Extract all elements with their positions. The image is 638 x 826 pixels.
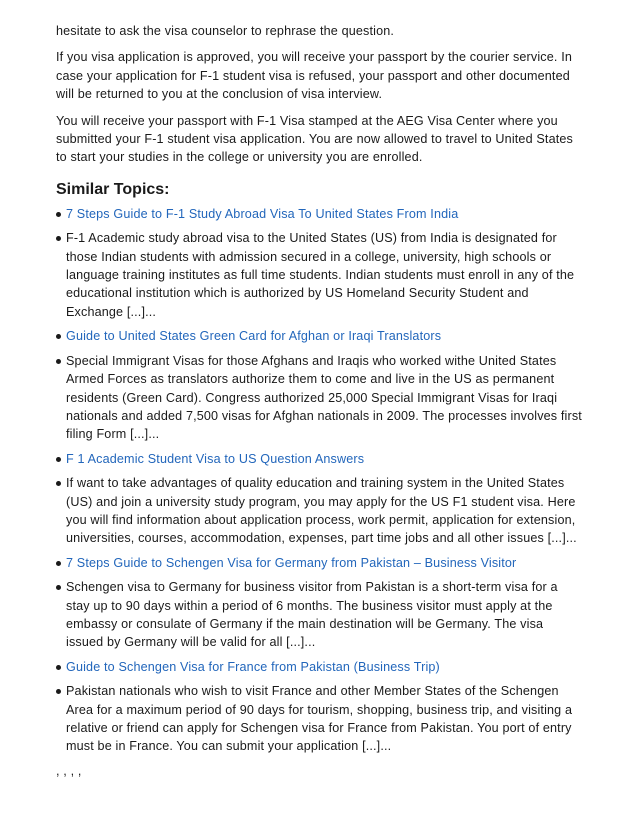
- bullet-icon: [56, 457, 61, 462]
- bullet-icon: [56, 481, 61, 486]
- body-paragraph: If you visa application is approved, you will receive your passport by the courier service. In case your application for F-1 student visa is refused, your passport and other documented will be returned to you at the conclusion of visa interview.: [56, 50, 572, 102]
- bullet-icon: [56, 212, 61, 217]
- trailing-text: , , , ,: [56, 763, 82, 778]
- body-paragraph: You will receive your passport with F-1 Visa stamped at the AEG Visa Center where you submitted your F-1 student visa application. You are now allowed to travel to United States to start your studies in the college or university you are enrolled.: [56, 113, 573, 165]
- topic-summary: If want to take advantages of quality education and training system in the United States (US) and join a university study program, you may apply for the US F1 student visa. Here you will find information about application process, work permit, application for extension, universities, courses, accommodation, expenses, part time jobs and all other issues [...]...: [66, 476, 577, 546]
- bullet-icon: [56, 689, 61, 694]
- topic-link[interactable]: F 1 Academic Student Visa to US Question Answers: [66, 451, 365, 466]
- list-item: [56, 352, 582, 444]
- topic-summary: Special Immigrant Visas for those Afghans and Iraqis who worked withe United States Armed Forces as translators authorize them to come and live in the US as permanent residents (Green Card). Congress authorized 25,000 Special Immigrant Visas for Iraqi nationals and added 7,500 visas for Afghan nationals in 2009. The processes involves first filing Form [...]...: [66, 353, 582, 442]
- topic-summary: F-1 Academic study abroad visa to the United States (US) from India is designated for those Indian students with admission secured in a college, university, high schools or language training institutes as full time students. Indian students must enroll in any of the educational institution which is authorized by US Homeland Security Student and Exchange [...]...: [66, 231, 575, 319]
- bullet-icon: [56, 359, 61, 364]
- bullet-icon: [56, 334, 61, 339]
- similar-topics-heading: Similar Topics:: [56, 180, 170, 198]
- list-item: [56, 658, 582, 676]
- body-paragraph: hesitate to ask the visa counselor to rephrase the question.: [56, 24, 395, 38]
- topic-link[interactable]: 7 Steps Guide to F-1 Study Abroad Visa To United States From India: [66, 206, 459, 221]
- bullet-icon: [56, 561, 61, 566]
- bullet-icon: [56, 236, 61, 241]
- list-item: [56, 450, 582, 468]
- list-item: [56, 327, 582, 345]
- list-item: [56, 554, 582, 572]
- list-item: [56, 474, 582, 548]
- similar-topics-list: [56, 205, 582, 756]
- list-item: [56, 682, 582, 756]
- topic-link[interactable]: Guide to Schengen Visa for France from Pakistan (Business Trip): [66, 659, 440, 674]
- topic-summary: Schengen visa to Germany for business visitor from Pakistan is a short-term visa for a stay up to 90 days within a period of 6 months. The business visitor must apply at the embassy or consulate of Germany if the main destination will be Germany. The visa issued by Germany will be valid for all [...]...: [66, 580, 558, 650]
- topic-link[interactable]: 7 Steps Guide to Schengen Visa for Germany from Pakistan – Business Visitor: [66, 555, 517, 570]
- bullet-icon: [56, 665, 61, 670]
- list-item: [56, 578, 582, 652]
- topic-summary: Pakistan nationals who wish to visit France and other Member States of the Schengen Area for a maximum period of 90 days for tourism, shopping, business trip, and visiting a relative or friend can apply for Schengen visa for France from Pakistan. You port of entry must be in France. You can submit your application [...]...: [66, 684, 573, 754]
- bullet-icon: [56, 585, 61, 590]
- topic-link[interactable]: Guide to United States Green Card for Afghan or Iraqi Translators: [66, 329, 442, 344]
- list-item: [56, 229, 582, 321]
- list-item: [56, 205, 582, 223]
